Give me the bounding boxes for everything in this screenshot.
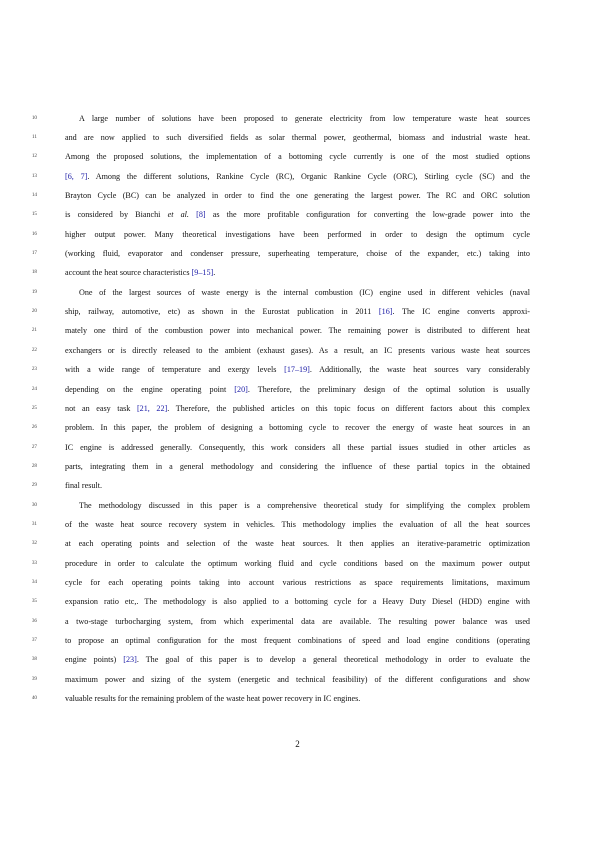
line-text <box>79 496 530 515</box>
text-line <box>0 689 595 708</box>
text-line <box>0 476 595 495</box>
text-run: higher output power. Many theoretical investigations have been performed in order to design the optimum cycle <box>65 229 530 239</box>
text-line <box>0 612 595 631</box>
line-number: 24 <box>31 385 37 392</box>
text-run: . <box>213 268 216 278</box>
line-text <box>65 689 530 708</box>
line-number: 27 <box>31 443 37 450</box>
line-text <box>65 186 530 205</box>
emphasis-text: et al. <box>167 210 189 220</box>
text-run: account the heat source characteristics <box>65 268 192 278</box>
text-run: to propose an optimal configuration for the most frequent combinations of speed and load engine conditions (operating <box>65 636 530 646</box>
text-run: expansion ratio etc,. The methodology is also applied to a bottoming cycle for a Heavy Duty Diesel (HDD) engine with <box>65 597 530 607</box>
line-text <box>65 534 530 553</box>
line-number: 19 <box>31 288 37 295</box>
citation-link[interactable]: [8] <box>196 210 206 220</box>
text-run: maximum power and sizing of the system (energetic and technical feasibility) of the different configurations and show <box>65 674 530 684</box>
line-text <box>65 341 530 360</box>
citation-link[interactable]: [9–15] <box>191 268 214 278</box>
text-run: ship, railway, automotive, etc) as shown in the Eurostat publication in 2011 <box>65 307 379 317</box>
text-run: parts, integrating them in a general methodology and considering the influence of these partial topics in the obtained <box>65 461 530 471</box>
text-run: procedure in order to calculate the optimum working fluid and cycle conditions based on the maximum power output <box>65 558 530 568</box>
line-text <box>65 321 530 340</box>
text-line <box>0 650 595 669</box>
text-line <box>0 205 595 224</box>
text-run: . Therefore, the preliminary design of the optimal solution is usually <box>247 384 530 394</box>
text-line <box>0 360 595 379</box>
line-text <box>65 418 530 437</box>
line-text <box>65 612 530 631</box>
citation-link[interactable]: [20] <box>234 384 248 394</box>
line-number: 18 <box>31 269 37 276</box>
text-run: is considered by Bianchi <box>65 210 168 220</box>
text-run: . Among the different solutions, Rankine Cycle (RC), Organic Rankine Cycle (ORC), Stirling cycle (SC) and the <box>87 171 530 181</box>
line-text <box>65 399 530 418</box>
line-number: 34 <box>31 579 37 585</box>
line-number: 23 <box>31 366 37 373</box>
line-text <box>65 167 530 186</box>
text-line <box>0 263 595 282</box>
text-line <box>0 302 595 321</box>
line-text <box>65 438 530 457</box>
line-text <box>65 380 530 399</box>
line-number: 36 <box>31 617 37 624</box>
text-line <box>0 225 595 244</box>
text-line <box>0 380 595 399</box>
line-number: 11 <box>32 133 37 140</box>
text-run: One of the largest sources of waste energy is the internal combustion (IC) engine used in different vehicles (naval <box>79 287 530 297</box>
line-text <box>65 554 530 573</box>
text-run: problem. In this paper, the problem of designing a bottoming cycle to recover the energy of waste heat sources in an <box>65 423 530 433</box>
line-number: 20 <box>31 308 37 315</box>
citation-link[interactable]: [6, 7] <box>65 171 88 181</box>
text-line <box>0 438 595 457</box>
text-run: Among the proposed solutions, the implementation of a bottoming cycle currently is one of the most studied options <box>65 152 530 162</box>
text-line <box>0 147 595 166</box>
text-line <box>0 554 595 573</box>
text-line <box>0 283 595 302</box>
line-number: 32 <box>31 540 37 547</box>
line-number: 17 <box>31 250 37 257</box>
text-line <box>0 592 595 611</box>
text-run: depending on the engine operating point <box>65 384 235 394</box>
text-line <box>0 457 595 476</box>
text-run: of the waste heat source recovery system in vehicles. This methodology implies the evaluation of all the heat sources <box>65 519 530 529</box>
line-number: 30 <box>31 501 37 508</box>
line-number: 33 <box>31 559 37 566</box>
line-number: 28 <box>31 462 37 469</box>
text-line <box>0 496 595 515</box>
line-number: 12 <box>31 153 37 160</box>
line-text <box>65 457 530 476</box>
text-run: (working fluid, evaporator and condenser pressure, superheating temperature, choise of the expander, etc.) taking into <box>65 249 530 259</box>
text-run: valuable results for the remaining problem of the waste heat power recovery in IC engines. <box>65 694 361 704</box>
line-text <box>79 109 530 128</box>
text-line <box>0 109 595 128</box>
text-line <box>0 631 595 650</box>
text-run: mately one third of the combustion power into mechanical power. The remaining power is distributed to different heat <box>65 326 530 336</box>
line-text <box>65 225 530 244</box>
line-number: 10 <box>31 114 37 121</box>
text-line <box>0 341 595 360</box>
line-number: 29 <box>31 482 37 489</box>
text-run: engine points) <box>65 655 124 665</box>
text-run: The methodology discussed in this paper is a comprehensive theoretical study for simplifying the complex problem <box>79 500 530 510</box>
line-number: 25 <box>31 404 37 411</box>
line-number: 35 <box>31 598 37 605</box>
line-text <box>65 592 530 611</box>
text-line <box>0 321 595 340</box>
line-number: 21 <box>31 327 37 334</box>
line-text <box>65 263 530 282</box>
line-text <box>65 147 530 166</box>
text-run: . The IC engine converts approxi- <box>392 307 530 317</box>
line-text <box>65 205 530 224</box>
text-run: A large number of solutions have been proposed to generate electricity from low temperature waste heat sources <box>79 113 530 123</box>
line-text <box>65 476 530 495</box>
text-run: . The goal of this paper is to develop a general theoretical methodology in order to evaluate the <box>136 655 531 665</box>
text-line <box>0 244 595 263</box>
text-run: . Therefore, the published articles on this topic focus on different factors about this complex <box>167 403 531 413</box>
line-number: 16 <box>31 230 37 237</box>
text-run: at each operating points and selection of the waste heat sources. It then applies an iterative-parametric optimization <box>65 539 530 549</box>
line-number: 26 <box>31 424 37 431</box>
line-text <box>65 515 530 534</box>
text-run: final result. <box>65 481 103 491</box>
line-text <box>65 650 530 669</box>
line-text <box>79 283 530 302</box>
text-line <box>0 128 595 147</box>
line-text <box>65 128 530 147</box>
text-line <box>0 670 595 689</box>
citation-link[interactable]: [17–19] <box>284 365 310 375</box>
citation-link[interactable]: [21, 22] <box>136 403 168 413</box>
text-line <box>0 515 595 534</box>
text-line <box>0 534 595 553</box>
line-number: 38 <box>31 656 37 663</box>
text-run: cycle for each operating points taking into account various restrictions as space requirements limitations, maximum <box>65 578 530 587</box>
line-number: 31 <box>31 520 37 527</box>
line-number: 14 <box>31 192 37 198</box>
citation-link[interactable]: [16] <box>378 307 393 317</box>
line-text <box>65 302 530 321</box>
text-run: . Additionally, the waste heat sources vary considerably <box>309 365 530 375</box>
line-number: 15 <box>31 211 37 218</box>
text-line <box>0 167 595 186</box>
line-text <box>65 360 530 379</box>
page-number: 2 <box>295 739 300 749</box>
line-number: 13 <box>31 172 37 179</box>
line-number: 37 <box>31 637 37 644</box>
line-number: 22 <box>31 346 37 353</box>
line-text <box>65 573 530 592</box>
text-run: a two-stage turbocharging system, from which experimental data are available. The resulting power balance was used <box>65 616 530 626</box>
text-run: not an easy task <box>65 403 137 413</box>
text-line <box>0 186 595 205</box>
text-line <box>0 418 595 437</box>
text-line <box>0 573 595 592</box>
text-run: and are now applied to such diversified fields as solar thermal power, geothermal, biomass and industrial waste heat. <box>65 132 530 142</box>
text-run: with a wide range of temperature and exergy levels <box>65 365 285 375</box>
text-run: IC engine is addressed generally. Consequently, this work considers all these partial issues studied in other articles as <box>65 442 530 452</box>
text-run: exchangers or is directly released to the ambient (exhaust gases). As a result, an IC presents various waste heat sources <box>65 345 530 355</box>
text-run: Brayton Cycle (BC) can be analyzed in order to find the one generating the largest power. The RC and ORC solution <box>65 191 530 200</box>
text-run: as the more profitable configuration for converting the low-grade power into the <box>205 210 531 220</box>
line-text <box>65 244 530 263</box>
line-number: 40 <box>31 695 37 702</box>
citation-link[interactable]: [23] <box>123 655 137 665</box>
line-text <box>65 670 530 689</box>
line-number: 39 <box>31 675 37 682</box>
text-line <box>0 399 595 418</box>
line-text <box>65 631 530 650</box>
